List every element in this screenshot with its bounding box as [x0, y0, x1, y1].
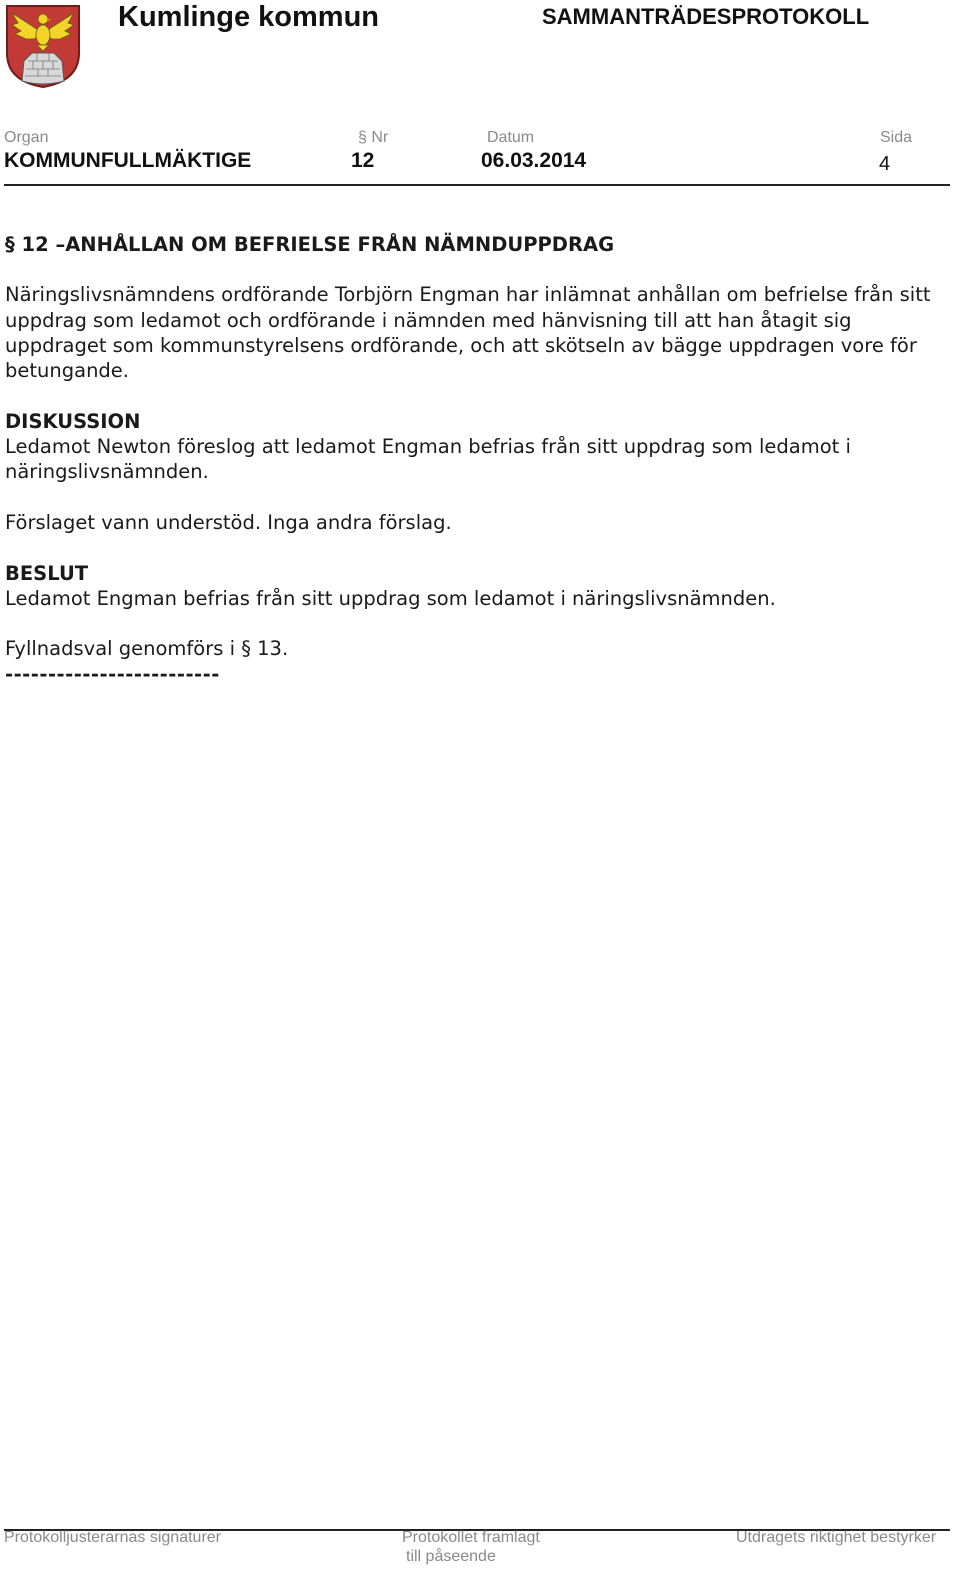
footer-certified: Utdragets riktighet bestyrker — [736, 1529, 937, 1546]
discussion-text: Ledamot Newton föreslog att ledamot Engman befrias från sitt uppdrag som ledamot i näringslivsnämnden. — [5, 435, 851, 484]
date-label: Datum — [487, 129, 535, 146]
footer-signatures: Protokolljusterarnas signaturer — [4, 1529, 221, 1546]
page-label: Sida — [880, 129, 913, 146]
by-election-note: Fyllnadsval genomförs i § 13. — [5, 637, 289, 661]
section-heading: § 12 –ANHÅLLAN OM BEFRIELSE FRÅN NÄMNDUPPDRAG — [5, 233, 615, 256]
protocol-section — [5, 232, 935, 687]
document-type-title: SAMMANTRÄDESPROTOKOLL — [542, 4, 870, 29]
nr-value: 12 — [351, 149, 375, 172]
nr-label: § Nr — [358, 129, 389, 146]
page-number: 4 — [879, 153, 891, 175]
decision-title: BESLUT — [5, 561, 89, 585]
footer-presented-line1: Protokollet framlagt — [402, 1529, 540, 1546]
section-separator: ------------------------- — [5, 662, 220, 686]
support-text: Förslaget vann understöd. Inga andra förslag. — [5, 510, 452, 534]
organ-value: KOMMUNFULLMÄKTIGE — [4, 149, 252, 172]
coat-of-arms-logo — [4, 3, 82, 89]
discussion-title: DISKUSSION — [5, 409, 141, 433]
decision-text: Ledamot Engman befrias från sitt uppdrag som ledamot i näringslivsnämnden. — [5, 586, 776, 610]
organ-label: Organ — [4, 129, 49, 146]
municipality-name: Kumlinge kommun — [118, 1, 380, 33]
header-divider — [4, 184, 950, 186]
intro-paragraph: Näringslivsnämndens ordförande Torbjörn Engman har inlämnat anhållan om befrielse från sitt uppdrag som ledamot och ordförande i nämnden med hänvisning till att han åtagit sig uppdraget som kommunstyrelsens ordförande, och att skötseln av bägge uppdragen vore för betungande. — [5, 283, 931, 383]
footer-presented-line2: till påseende — [406, 1548, 496, 1565]
date-value: 06.03.2014 — [481, 149, 587, 172]
